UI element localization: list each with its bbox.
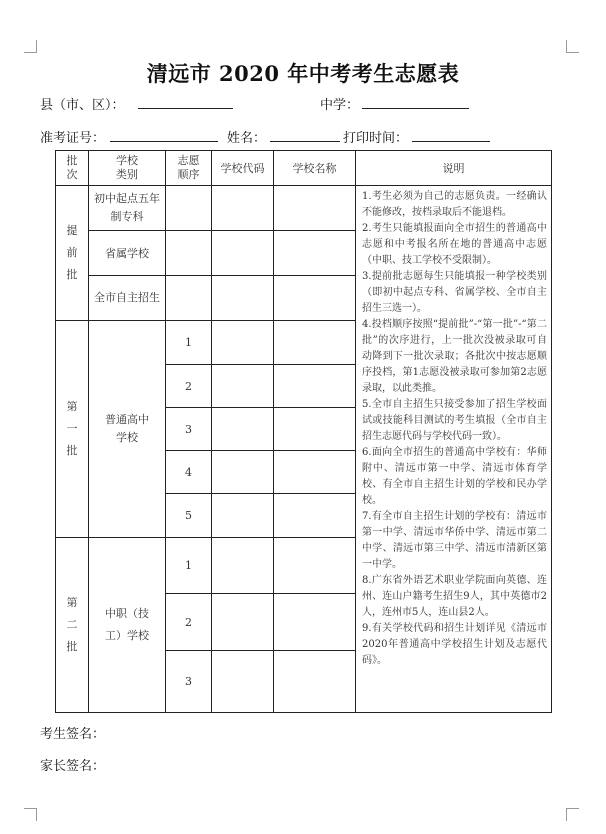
note-item: 5.全市自主招生只接受参加了招生学校面试或技能科目测试的考生填报（全市自主招生志愿代码与学校代码一致）。: [362, 399, 547, 442]
school-name-cell[interactable]: [274, 321, 356, 365]
print-time-blank[interactable]: [412, 127, 490, 142]
school-blank[interactable]: [362, 94, 469, 109]
category-vocational: 中职（技工）学校: [89, 538, 166, 713]
note-item: 2.考生只能填报面向全市招生的普通高中志愿和中考报名所在地的普通高中志愿（中职、技工学校不受限制）。: [362, 223, 547, 266]
school-code-cell[interactable]: [212, 231, 274, 276]
school-code-cell[interactable]: [212, 538, 274, 594]
school-code-cell[interactable]: [212, 494, 274, 538]
order-cell: 3: [166, 651, 212, 713]
school-code-cell[interactable]: [212, 276, 274, 321]
county-label: 县（市、区）：: [40, 98, 125, 113]
batch-early: 提前批: [56, 186, 89, 321]
header-batch: 批次: [56, 151, 89, 186]
header-order: 志愿顺序: [166, 151, 212, 186]
header-category: 学校类别: [89, 151, 166, 186]
note-item: 1.考生必须为自己的志愿负责。一经确认不能修改，按档录取后不能退档。: [362, 191, 547, 218]
school-label: 中学：: [320, 98, 360, 113]
order-cell: 2: [166, 365, 212, 408]
table-row: [56, 186, 552, 231]
school-name-cell[interactable]: [274, 231, 356, 276]
school-code-cell[interactable]: [212, 365, 274, 408]
note-item: 8.广东省外语艺术职业学院面向英德、连州、连山户籍考生招生9人，其中英德市2人，连州市5人，连山县2人。: [362, 575, 547, 618]
category-provincial: 省属学校: [89, 231, 166, 276]
school-code-cell[interactable]: [212, 594, 274, 651]
school-name-cell[interactable]: [274, 651, 356, 713]
school-code-cell[interactable]: [212, 651, 274, 713]
school-name-cell[interactable]: [274, 494, 356, 538]
batch-second: 第二批: [56, 538, 89, 713]
name-label: 姓名：: [227, 131, 267, 146]
corner-mark-top-right: [566, 40, 579, 53]
exam-number-label: 准考证号：: [40, 131, 106, 146]
note-item: 9.有关学校代码和招生计划详见《清远市2020年普通高中学校招生计划及志愿代码》。: [362, 623, 547, 666]
page-title: 清远市 2020 年中考考生志愿表: [146, 61, 460, 86]
header-notes: 说明: [356, 151, 552, 186]
category-five-year: 初中起点五年制专科: [89, 186, 166, 231]
student-signature-label: 考生签名：: [40, 727, 106, 742]
exam-number-blank[interactable]: [110, 127, 218, 142]
order-cell: [166, 186, 212, 231]
school-name-cell[interactable]: [274, 408, 356, 451]
order-cell: 1: [166, 538, 212, 594]
name-blank[interactable]: [270, 127, 340, 142]
order-cell: [166, 231, 212, 276]
school-code-cell[interactable]: [212, 408, 274, 451]
corner-mark-top-left: [24, 40, 37, 53]
school-name-cell[interactable]: [274, 186, 356, 231]
header-school-name: 学校名称: [274, 151, 356, 186]
application-table: [55, 150, 552, 713]
print-time-label: 打印时间：: [343, 131, 409, 146]
school-name-cell[interactable]: [274, 365, 356, 408]
order-cell: 4: [166, 451, 212, 494]
school-code-cell[interactable]: [212, 321, 274, 365]
order-cell: 5: [166, 494, 212, 538]
note-item: 4.投档顺序按照“提前批”-“第一批”-“第二批”的次序进行，上一批次没被录取可自动降到下一批次录取；各批次中按志愿顺序投档，第1志愿没被录取可参加第2志愿录取，以此类推。: [362, 319, 547, 394]
county-blank[interactable]: [138, 94, 233, 109]
corner-mark-bottom-left: [24, 808, 37, 821]
school-name-cell[interactable]: [274, 276, 356, 321]
school-name-cell[interactable]: [274, 594, 356, 651]
batch-first: 第一批: [56, 321, 89, 538]
note-item: 6.面向全市招生的普通高中学校有：华师附中、清远市第一中学、清远市体育学校、有全市自主招生计划的学校和民办学校。: [362, 447, 547, 506]
table-header-row: [56, 151, 552, 186]
parent-signature-label: 家长签名：: [40, 759, 106, 774]
notes-cell: [356, 186, 552, 713]
corner-mark-bottom-right: [566, 808, 579, 821]
order-cell: [166, 276, 212, 321]
category-city-self: 全市自主招生: [89, 276, 166, 321]
school-name-cell[interactable]: [274, 451, 356, 494]
note-item: 7.有全市自主招生计划的学校有：清远市第一中学、清远市华侨中学、清远市第二中学、清远市第三中学、清远市清新区第一中学。: [362, 511, 547, 570]
order-cell: 3: [166, 408, 212, 451]
school-code-cell[interactable]: [212, 186, 274, 231]
school-name-cell[interactable]: [274, 538, 356, 594]
order-cell: 2: [166, 594, 212, 651]
header-school-code: 学校代码: [212, 151, 274, 186]
category-regular-high: 普通高中学校: [89, 321, 166, 538]
school-code-cell[interactable]: [212, 451, 274, 494]
note-item: 3.提前批志愿每生只能填报一种学校类别（即初中起点专科、省属学校、全市自主招生三选一）。: [362, 271, 547, 314]
order-cell: 1: [166, 321, 212, 365]
